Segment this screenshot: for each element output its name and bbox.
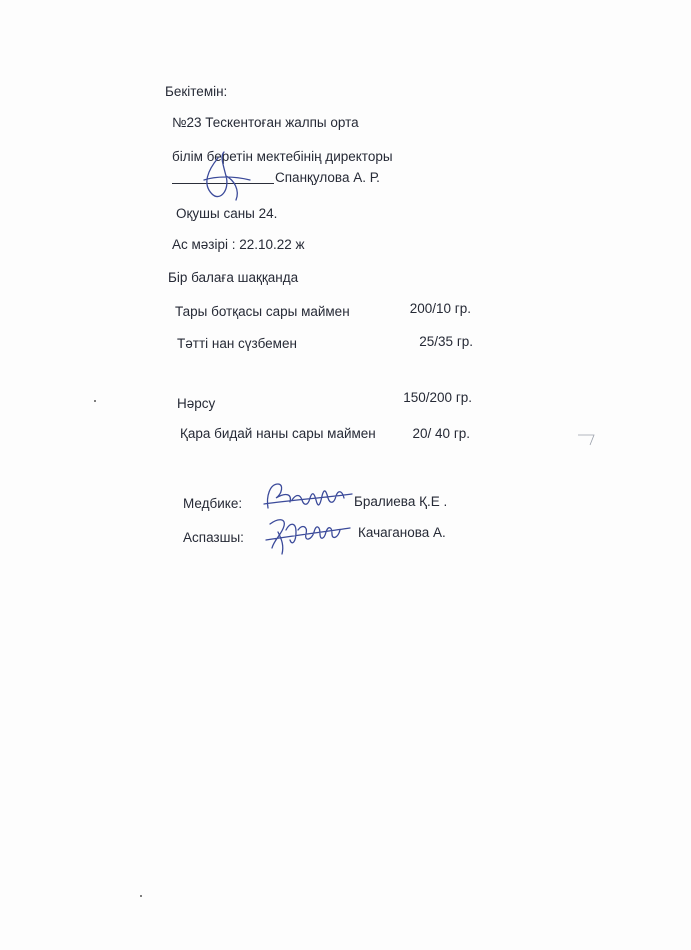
menu-item-name: Тары ботқасы сары маймен <box>175 304 350 319</box>
menu-item-portion: 25/35 гр. <box>419 334 473 349</box>
school-name-line1: №23 Тескентоған жалпы орта <box>172 115 359 130</box>
menu-item-name: Тәтті нан сүзбемен <box>177 336 297 351</box>
menu-item-portion: 150/200 гр. <box>403 390 472 405</box>
scan-mark-icon <box>576 432 598 448</box>
menu-item-name: Нәрсу <box>177 396 216 411</box>
director-name: Спанқулова А. Р. <box>275 170 380 185</box>
cook-signature-icon <box>262 510 354 558</box>
scan-speck <box>94 400 96 402</box>
per-child-label: Бір балаға шаққанда <box>168 270 299 285</box>
approval-heading: Бекітемін: <box>165 84 228 99</box>
students-count: Оқушы саны 24. <box>176 206 278 221</box>
cook-name: Качаганова А. <box>358 525 446 540</box>
nurse-label: Медбике: <box>183 496 243 511</box>
menu-item-portion: 200/10 гр. <box>409 301 471 316</box>
school-name-line2: білім беретін мектебінің директоры <box>172 149 393 164</box>
menu-item-portion: 20/ 40 гр. <box>412 426 470 441</box>
menu-date: Ас мәзірі : 22.10.22 ж <box>172 237 305 252</box>
scan-speck <box>140 895 142 897</box>
cook-label: Аспазшы: <box>183 530 244 545</box>
menu-item-name: Қара бидай наны сары маймен <box>180 426 376 441</box>
nurse-name: Бралиева Қ.Е . <box>354 494 448 509</box>
director-signature-icon <box>190 150 260 208</box>
